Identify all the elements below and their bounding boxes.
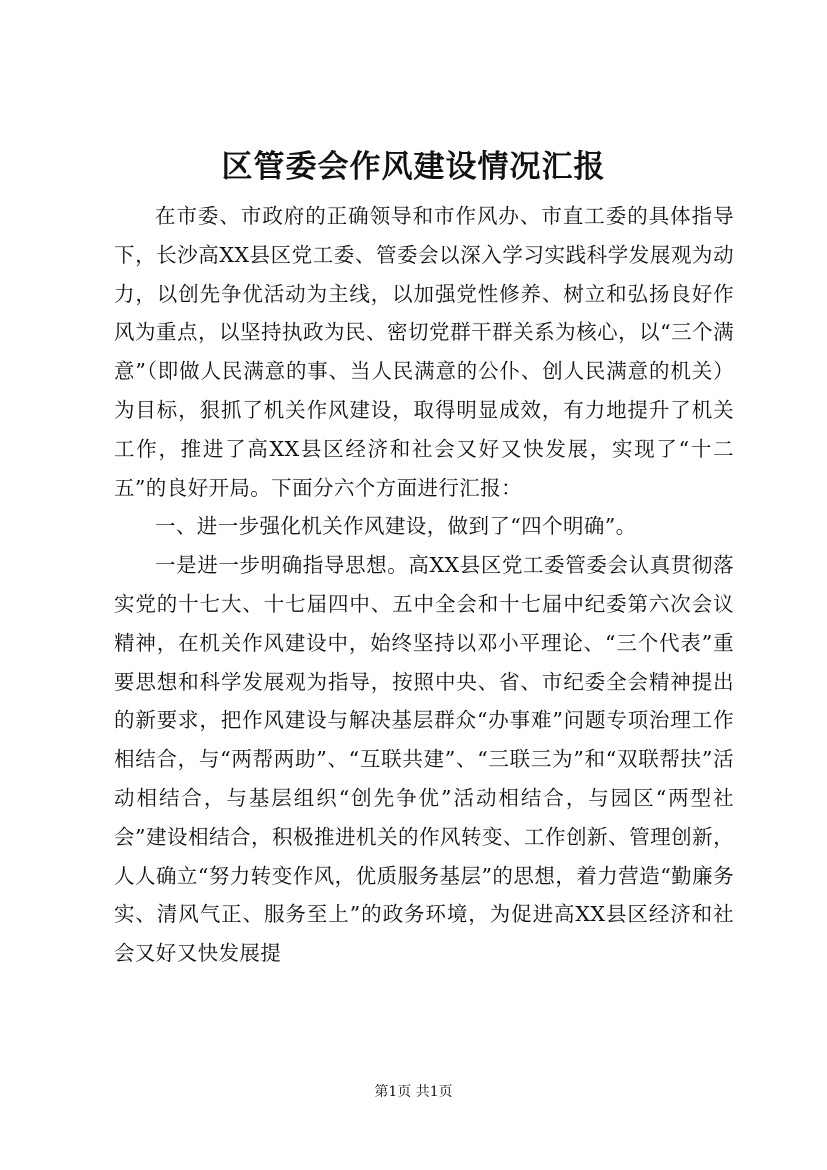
page-footer: 第1页 共1页 (374, 1084, 453, 1100)
paragraph-section-heading: 一、进一步强化机关作风建设，做到了“四个明确”。 (155, 514, 637, 539)
paragraph-intro: 在市委、市政府的正确领导和市作风办、市直工委的具体指导下，长沙高XX县区党工委、管委会以深入学习实践科学发展观为动力，以创先争优活动为主线，以加强党性修养、树立和弘扬良好作风为重点，以坚持执政为民、密切党群干群关系为核心，以“三个满意”（即做人民满意的事、当人民满意的公仆、创人民满意的机关）为目标，狠抓了机关作风建设，取得明显成效，有力地提升了机关工作，推进了高XX县区经济和社会又好又快发展，实现了“十二五”的良好开局。下面分六个方面进行汇报： (114, 204, 734, 500)
document-title: 区管委会作风建设情况汇报 (221, 149, 606, 185)
document-body (114, 197, 734, 973)
paragraph-guiding-ideology: 一是进一步明确指导思想。高XX县区党工委管委会认真贯彻落实党的十七大、十七届四中、五中全会和十七届中纪委第六次会议精神，在机关作风建设中，始终坚持以邓小平理论、“三个代表”重要思想和科学发展观为指导，按照中央、省、市纪委全会精神提出的新要求，把作风建设与解决基层群众“办事难”问题专项治理工作相结合，与“两帮两助”、“互联共建”、“三联三为”和“双联帮扶”活动相结合，与基层组织“创先争优”活动相结合，与园区“两型社会”建设相结合，积极推进机关的作风转变、工作创新、管理创新，人人确立“努力转变作风，优质服务基层”的思想，着力营造“勤廉务实、清风气正、服务至上”的政务环境，为促进高XX县区经济和社会又好又快发展提 (114, 553, 734, 966)
